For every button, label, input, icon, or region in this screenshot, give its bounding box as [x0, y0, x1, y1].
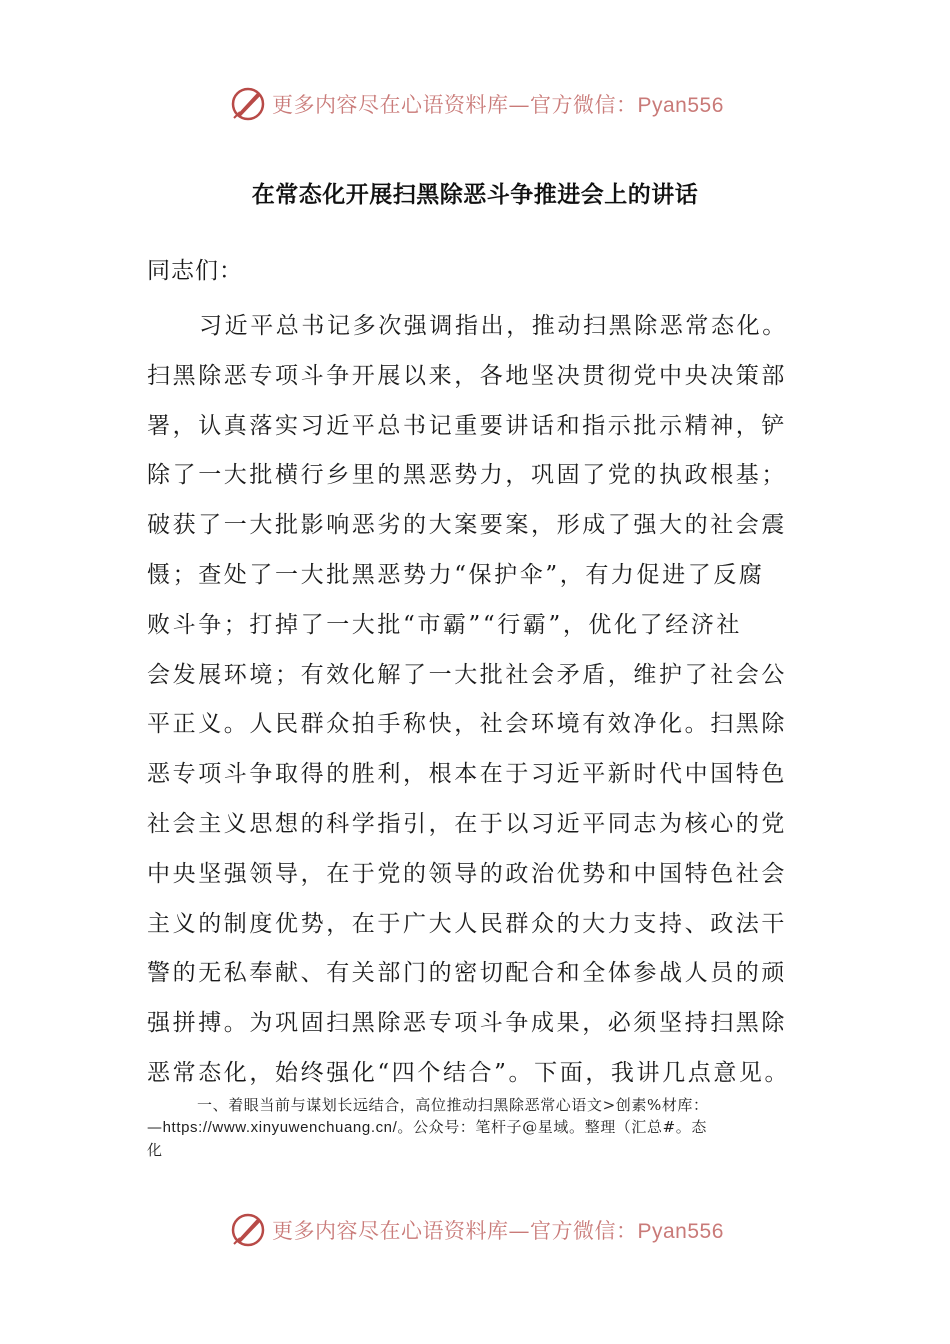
body-line: 恶常态化，始终强化“四个结合”。下面，我讲几点意见。 [147, 1059, 791, 1086]
body-line: 除了一大批横行乡里的黑恶势力，巩固了党的执政根基； [147, 462, 787, 489]
body-line: 平正义。人民群众拍手称快，社会环境有效净化。扫黑除 [147, 711, 787, 738]
body-line: 强拼搏。为巩固扫黑除恶专项斗争成果，必须坚持扫黑除 [147, 1010, 787, 1037]
body-line: 中央坚强领导，在于党的领导的政治优势和中国特色社会 [147, 860, 787, 887]
body-paragraph [147, 302, 797, 1099]
body-line: 主义的制度优势，在于广大人民群众的大力支持、政法干 [147, 910, 787, 937]
footnote-dash: — [147, 1118, 163, 1136]
body-line: 警的无私奉献、有关部门的密切配合和全体参战人员的顽 [147, 960, 787, 987]
body-line: 败斗争；打掉了一大批“市霸”“行霸”，优化了经济社 [147, 611, 743, 638]
header-watermark [228, 82, 748, 126]
document-title: 在常态化开展扫黑除恶斗争推进会上的讲话 [251, 182, 699, 208]
body-line: 会发展环境；有效化解了一大批社会矛盾，维护了社会公 [147, 661, 787, 688]
watermark-text [272, 89, 724, 119]
watermark-main: 更多内容尽在心语资料库 [272, 93, 509, 117]
watermark-wechat: 官方微信：Pyan556 [530, 94, 724, 117]
quill-pen-icon [228, 84, 268, 124]
footer-watermark [228, 1208, 748, 1252]
body-line: 破获了一大批影响恶劣的大案要案，形成了强大的社会震 [147, 512, 787, 539]
body-line: 社会主义思想的科学指引，在于以习近平同志为核心的党 [147, 810, 787, 837]
footnote-line [147, 1116, 807, 1139]
footnote-line: 一、着眼当前与谋划长远结合，高位推动扫黑除恶常心语文>创素%材库： [197, 1096, 709, 1114]
body-line: 恶专项斗争取得的胜利，根本在于习近平新时代中国特色 [147, 761, 787, 788]
footnote-suffix: 。公众号：笔杆子@星域。整理（汇总#。态 [397, 1118, 707, 1136]
body-line: 扫黑除恶专项斗争开展以来，各地坚决贯彻党中央决策部 [147, 362, 787, 389]
quill-pen-icon [228, 1210, 268, 1250]
watermark-wechat: 官方微信：Pyan556 [530, 1220, 724, 1243]
body-line: 慑；查处了一大批黑恶势力“保护伞”，有力促进了反腐 [147, 561, 765, 588]
watermark-main: 更多内容尽在心语资料库 [272, 1219, 509, 1243]
watermark-text [272, 1215, 724, 1245]
footnote-line: 化 [147, 1141, 163, 1159]
footnote [147, 1094, 807, 1161]
body-line: 署，认真落实习近平总书记重要讲话和指示批示精神，铲 [147, 412, 787, 439]
watermark-separator: — [508, 1219, 530, 1243]
body-line: 习近平总书记多次强调指出，推动扫黑除恶常态化。 [199, 313, 788, 339]
footnote-url: https://www.xinyuwenchuang.cn/ [162, 1119, 398, 1136]
salutation: 同志们： [147, 258, 243, 284]
watermark-separator: — [508, 93, 530, 117]
